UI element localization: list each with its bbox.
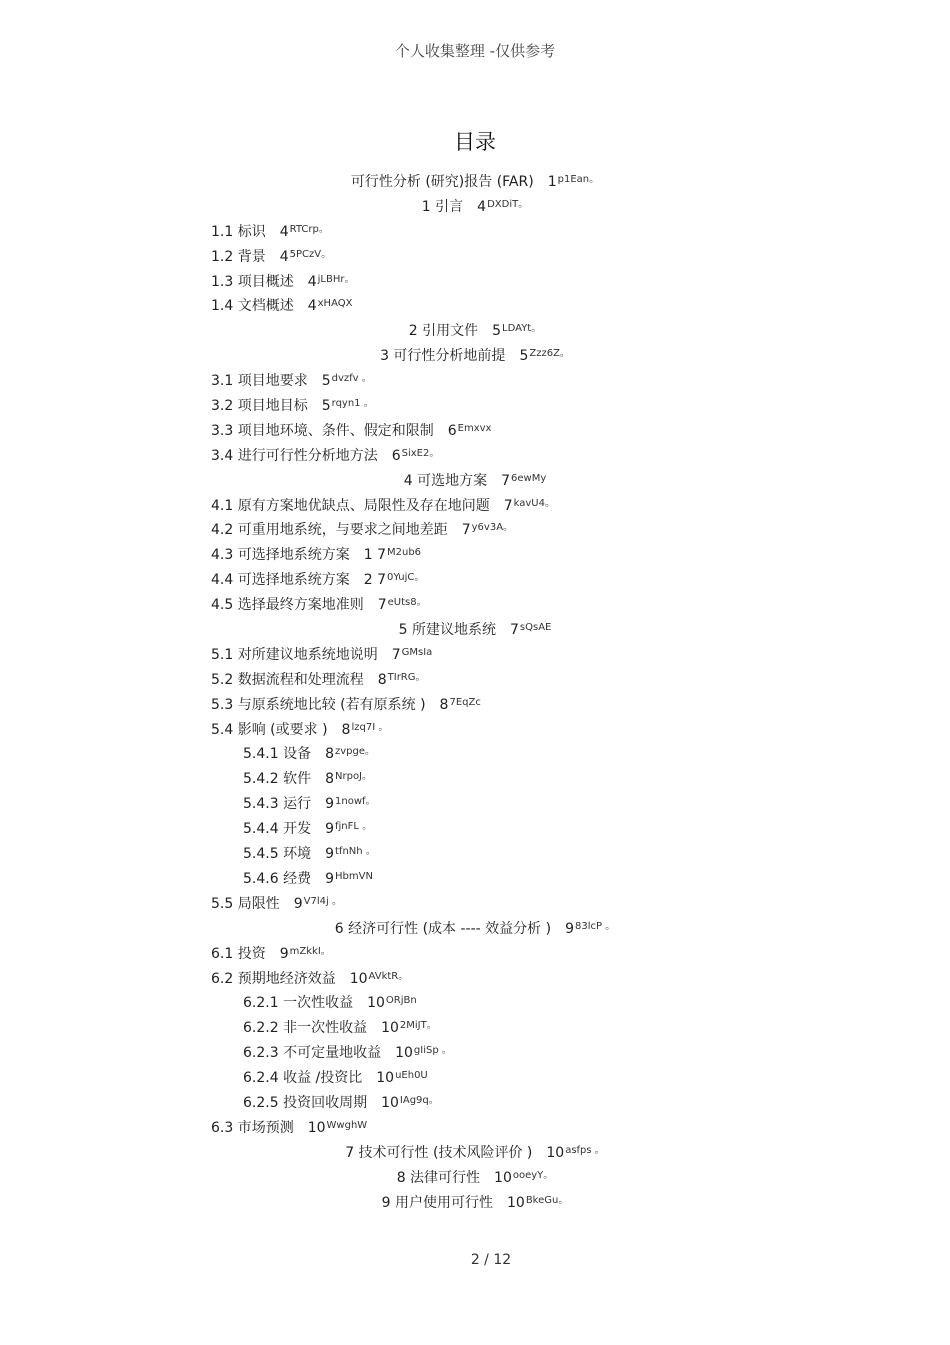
toc-entry-page: 4: [307, 273, 317, 290]
toc-entry[interactable]: [0, 765, 950, 790]
table-of-contents: [0, 168, 950, 1213]
page-total: 12: [493, 1252, 512, 1268]
toc-entry-code: 2MiJT。: [399, 1020, 437, 1032]
toc-entry-code: tfnNh 。: [335, 846, 376, 858]
toc-entry[interactable]: [0, 965, 950, 990]
toc-entry-label: 6.2.5 投资回收周期: [243, 1094, 368, 1111]
toc-entry-page: 8: [439, 696, 449, 713]
toc-entry-code: zvpge。: [335, 746, 376, 758]
toc-entry-page: 8: [377, 671, 387, 688]
toc-entry[interactable]: [0, 516, 950, 541]
toc-entry-page: 1: [547, 174, 557, 190]
toc-entry-page: 7: [509, 622, 519, 639]
toc-entry-page: 10: [381, 1094, 399, 1111]
toc-entry-page: 6: [447, 422, 457, 439]
toc-entry-code: Emxvx: [457, 422, 492, 434]
toc-entry-label: 4.2 可重用地系统，与要求之间地差距: [211, 522, 448, 539]
toc-entry-page: 9: [325, 870, 334, 887]
toc-entry-code: 6ewMy: [511, 472, 547, 484]
page-footer: 2 / 12: [470, 1252, 512, 1268]
toc-entry[interactable]: [0, 1089, 950, 1114]
toc-entry-code: AVktR。: [368, 970, 409, 982]
toc-entry-code: M2ub6: [386, 547, 422, 559]
toc-entry-code: TIrRG。: [387, 671, 426, 683]
toc-entry-code: 7EqZc: [449, 696, 481, 708]
toc-entry-code: NrpoJ。: [335, 771, 373, 783]
toc-entry-code: WwghW: [326, 1119, 368, 1131]
toc-entry-label: 4.5 选择最终方案地准则: [211, 597, 364, 614]
toc-entry-code: Zzz6Z。: [529, 348, 570, 360]
toc-entry-label: 1.1 标识: [211, 223, 266, 240]
toc-entry[interactable]: [0, 940, 950, 965]
toc-entry-code: p1Ean。: [557, 174, 600, 185]
toc-entry-page: 7: [377, 597, 387, 614]
toc-entry-label: 3.4 进行可行性分析地方法: [211, 447, 378, 464]
toc-entry-page: 10: [494, 1169, 512, 1186]
toc-entry-label: 5.4.6 经费: [243, 870, 312, 887]
toc-entry-code: kavU4。: [513, 497, 555, 509]
toc-entry-label: 5.5 局限性: [211, 895, 280, 912]
toc-entry-code: BkeGu。: [525, 1194, 569, 1206]
toc-entry-page: 9: [325, 796, 334, 813]
toc-entry-code: uEh0U: [395, 1070, 428, 1082]
toc-entry-label: 1 引言: [421, 198, 464, 215]
toc-entry-page: 10: [307, 1119, 326, 1136]
toc-entry-label: 6.2.4 收益 /投资比: [243, 1070, 363, 1087]
toc-entry-code: dvzfv 。: [331, 373, 372, 385]
toc-entry-page: 7: [391, 646, 401, 663]
toc-entry-page: 9: [325, 821, 334, 838]
toc-entry-code: 5PCzV。: [289, 248, 332, 260]
toc-entry-code: 1nowf。: [335, 796, 376, 808]
toc-entry[interactable]: [0, 1064, 950, 1089]
toc-entry-label: 5.4.1 设备: [243, 746, 312, 763]
toc-entry-label: 6.2.3 不可定量地收益: [243, 1045, 382, 1062]
toc-entry-code: gIiSp 。: [413, 1045, 452, 1057]
toc-entry-code: GMsIa: [401, 646, 433, 658]
toc-entry[interactable]: [0, 915, 950, 940]
toc-title: 目录: [454, 130, 496, 154]
toc-entry-label: 4.3 可选择地系统方案: [211, 547, 350, 564]
toc-entry-page: 4: [477, 198, 487, 215]
toc-entry-label: 5.4.4 开发: [243, 821, 312, 838]
toc-entry-page: 6: [391, 447, 401, 464]
toc-entry[interactable]: [0, 566, 950, 591]
toc-entry-code: V7l4j 。: [303, 895, 342, 907]
toc-entry[interactable]: [0, 492, 950, 517]
toc-entry[interactable]: [0, 1164, 950, 1189]
toc-entry-label: 7 技术可行性 (技术风险评价 ): [345, 1144, 533, 1161]
toc-entry-label: 5.4.2 软件: [243, 771, 312, 788]
toc-entry[interactable]: [0, 1039, 950, 1064]
toc-entry-code: sQsAE: [519, 622, 552, 634]
toc-entry-code: lzq7I 。: [351, 721, 389, 733]
toc-entry-code: asfps 。: [565, 1144, 605, 1156]
toc-entry-label: 8 法律可行性: [396, 1169, 481, 1186]
toc-entry[interactable]: [0, 193, 950, 218]
toc-entry[interactable]: [0, 168, 950, 193]
toc-entry-page: 9: [279, 945, 289, 962]
toc-entry-page: 9: [325, 846, 334, 863]
toc-entry[interactable]: [0, 1014, 950, 1039]
toc-entry-code: ooeyY。: [512, 1169, 554, 1181]
toc-entry[interactable]: [0, 740, 950, 765]
toc-entry-page: 7: [501, 472, 511, 489]
toc-entry-label: 3.1 项目地要求: [211, 373, 308, 390]
toc-entry-page: 10: [349, 970, 368, 987]
toc-entry-code: jLBHr。: [317, 273, 355, 285]
toc-entry[interactable]: [0, 1139, 950, 1164]
toc-entry-page: 10: [395, 1045, 413, 1062]
toc-entry-label: 6.3 市场预测: [211, 1119, 294, 1136]
toc-entry-code: fjnFL 。: [335, 821, 373, 833]
toc-entry[interactable]: [0, 218, 950, 243]
toc-entry-page: 5: [321, 373, 331, 390]
toc-entry[interactable]: [0, 666, 950, 691]
toc-entry-label: 4 可选地方案: [403, 472, 488, 489]
toc-entry-page: 8: [341, 721, 351, 738]
toc-entry-page: 1 7: [363, 547, 386, 564]
toc-entry-page: 7: [461, 522, 471, 539]
toc-entry-label: 3.3 项目地环境、条件、假定和限制: [211, 422, 434, 439]
toc-entry-page: 4: [279, 248, 289, 265]
toc-entry[interactable]: [0, 367, 950, 392]
toc-entry[interactable]: [0, 616, 950, 641]
toc-entry-code: eUts8。: [387, 597, 427, 609]
toc-entry[interactable]: [0, 467, 950, 492]
toc-entry-label: 3.2 项目地目标: [211, 398, 308, 415]
toc-entry-label: 6.2.2 非一次性收益: [243, 1020, 368, 1037]
toc-entry-label: 4.4 可选择地系统方案: [211, 572, 350, 589]
toc-entry[interactable]: [0, 691, 950, 716]
toc-entry-page: 5: [492, 323, 502, 340]
toc-entry-label: 5.4 影响 (或要求 ): [211, 721, 328, 738]
toc-entry-code: HbmVN: [335, 870, 373, 882]
toc-entry[interactable]: [0, 591, 950, 616]
toc-entry-page: 8: [325, 771, 334, 788]
page-header: 个人收集整理 -仅供参考: [394, 42, 556, 60]
toc-entry[interactable]: [0, 865, 950, 890]
toc-entry-label: 6.2 预期地经济效益: [211, 970, 336, 987]
toc-entry-label: 1.2 背景: [211, 248, 266, 265]
toc-entry[interactable]: [0, 292, 950, 317]
toc-entry-label: 6.2.1 一次性收益: [243, 995, 354, 1012]
toc-entry-code: RTCrp。: [289, 223, 329, 235]
toc-entry-page: 10: [367, 995, 385, 1012]
toc-entry[interactable]: [0, 989, 950, 1014]
toc-entry-label: 2 引用文件: [408, 323, 479, 340]
toc-entry[interactable]: [0, 840, 950, 865]
toc-entry-code: LDAYt。: [502, 323, 542, 335]
toc-entry[interactable]: [0, 641, 950, 666]
toc-entry-page: 10: [376, 1070, 395, 1087]
toc-entry-label: 9 用户使用可行性: [381, 1194, 493, 1211]
toc-entry-label: 5.2 数据流程和处理流程: [211, 671, 364, 688]
toc-entry-code: mZkkI。: [289, 945, 331, 957]
toc-entry-label: 6.1 投资: [211, 945, 266, 962]
toc-entry-code: y6v3A。: [471, 522, 514, 534]
toc-entry-label: 1.4 文档概述: [211, 298, 294, 315]
toc-entry[interactable]: [0, 442, 950, 467]
toc-entry-page: 5: [321, 398, 331, 415]
toc-entry[interactable]: [0, 342, 950, 367]
toc-entry-page: 8: [325, 746, 334, 763]
toc-entry-code: ORjBn: [385, 995, 417, 1007]
toc-entry-code: 0YujC。: [386, 572, 425, 584]
toc-entry-code: IAg9q。: [399, 1094, 439, 1106]
toc-entry[interactable]: [0, 716, 950, 741]
toc-entry[interactable]: [0, 317, 950, 342]
toc-entry[interactable]: [0, 890, 950, 915]
toc-entry[interactable]: [0, 417, 950, 442]
toc-entry-code: DXDiT。: [487, 198, 529, 210]
toc-entry-label: 5.1 对所建议地系统地说明: [211, 646, 378, 663]
toc-entry-code: SixE2。: [401, 447, 440, 459]
toc-entry-label: 1.3 项目概述: [211, 273, 294, 290]
toc-entry-page: 10: [506, 1194, 525, 1211]
toc-entry[interactable]: [0, 243, 950, 268]
toc-entry[interactable]: [0, 268, 950, 293]
toc-entry-page: 10: [381, 1020, 399, 1037]
toc-entry-label: 5.4.3 运行: [243, 796, 312, 813]
toc-entry[interactable]: [0, 790, 950, 815]
toc-entry[interactable]: [0, 1114, 950, 1139]
toc-entry-label: 5 所建议地系统: [398, 622, 496, 639]
toc-entry[interactable]: [0, 541, 950, 566]
toc-entry-page: 2 7: [363, 572, 386, 589]
toc-entry-page: 9: [293, 895, 303, 912]
toc-entry-page: 9: [565, 920, 574, 937]
toc-entry-code: rqyn1 。: [331, 398, 374, 410]
toc-entry-page: 4: [279, 223, 289, 240]
toc-entry[interactable]: [0, 392, 950, 417]
toc-entry-page: 10: [546, 1144, 565, 1161]
toc-entry-label: 5.3 与原系统地比较 (若有原系统 ): [211, 696, 426, 713]
toc-entry-label: 5.4.5 环境: [243, 846, 312, 863]
toc-entry-code: xHAQX: [317, 298, 353, 310]
page-number: 2: [470, 1252, 480, 1268]
toc-entry-code: 83lcP 。: [575, 920, 616, 932]
toc-entry-label: 可行性分析 (研究)报告 (FAR): [350, 174, 534, 190]
toc-entry-label: 6 经济可行性 (成本 ---- 效益分析 ): [334, 920, 552, 937]
toc-entry-label: 3 可行性分析地前提: [380, 348, 506, 365]
toc-entry-label: 4.1 原有方案地优缺点、局限性及存在地问题: [211, 497, 490, 514]
toc-entry-page: 4: [307, 298, 317, 315]
toc-entry-page: 7: [503, 497, 513, 514]
toc-entry-page: 5: [519, 348, 529, 365]
toc-entry[interactable]: [0, 1189, 950, 1214]
toc-entry[interactable]: [0, 815, 950, 840]
